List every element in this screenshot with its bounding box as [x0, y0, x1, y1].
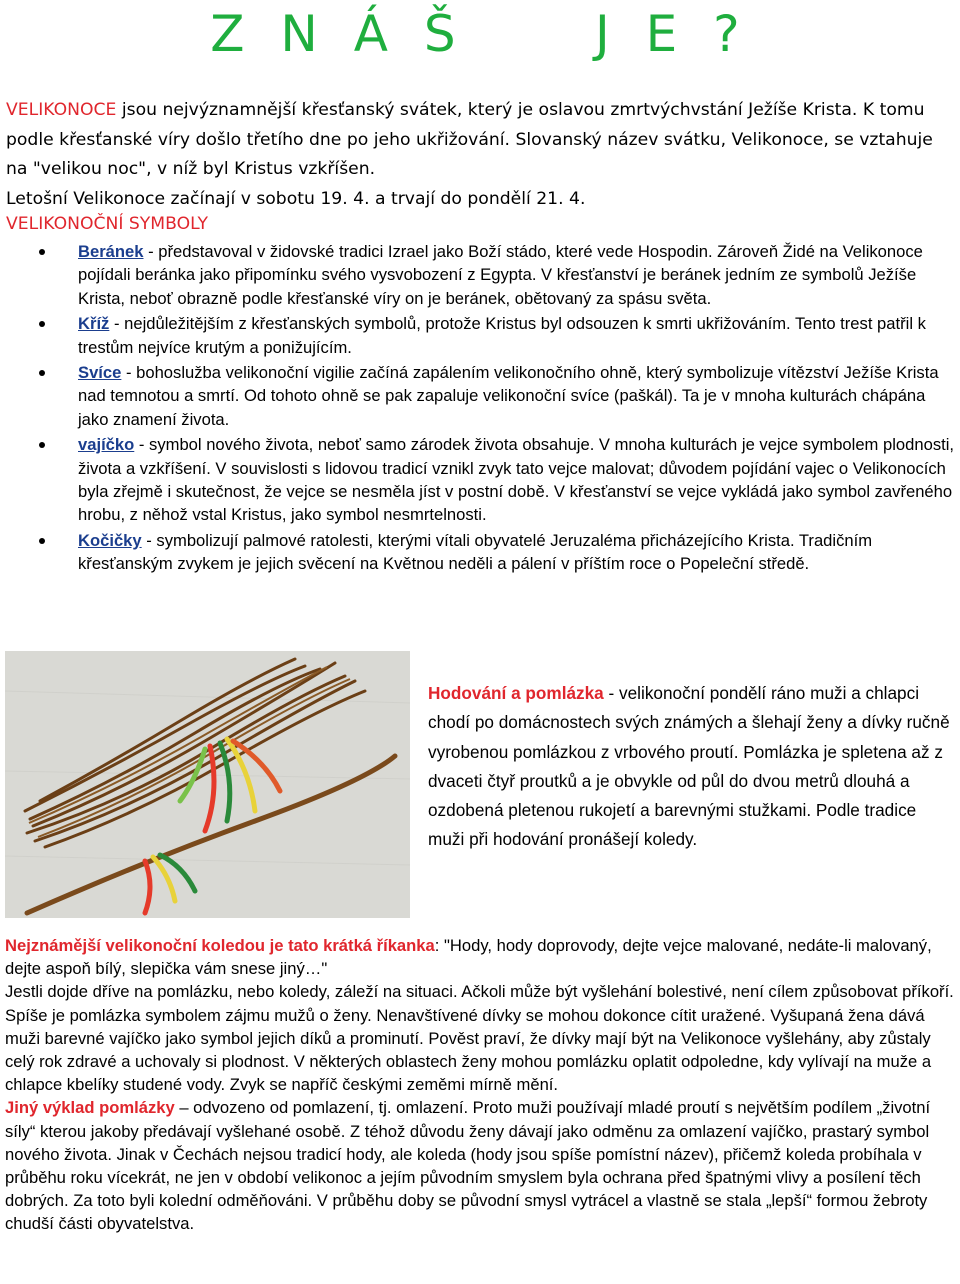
- symbol-text: - symbol nového života, neboť samo zárodek života obsahuje. V mnoha kulturách je vejce symbolem plodnosti, života a vzkříšení. V souvislosti s lidovou tradicí vznikl zvyk tato vejce malovat; důvodem pojídání vajec o Velikonocích byla zřejmě i skutečnost, že vejce se nesměla jíst v postní době. V křesťanství se vejce vykládá jako symbol zavřeného hrobu, z něhož vstal Kristus, jako symbol nesmrtelnosti.: [78, 435, 955, 525]
- symbols-list: [78, 240, 956, 576]
- intro-text: jsou nejvýznamnější křesťanský svátek, který je oslavou zmrtvýchvstání Ježíše Krista. K tomu podle křesťanské víry došlo třetího dne po jeho ukřižování. Slovanský název svátku, Velikonoce, se vztahuje na "velikou noc", v níž byl Kristus vzkříšen.: [6, 100, 933, 179]
- symbol-text: - nejdůležitějším z křesťanských symbolů, protože Kristus byl odsouzen k smrti ukřižováním. Tento trest patřil k trestům nejvíce krutým a ponižujícím.: [78, 314, 926, 357]
- intro-paragraph: [6, 96, 956, 185]
- pomlazka-paragraph: [428, 679, 956, 855]
- symbol-text: - symbolizují palmové ratolesti, kterými vítali obyvatelé Jeruzaléma přicházejícího Krista. Tradičním křesťanským zvykem je jejich svěcení na Květnou neděli a pálení v příštím roce o Popeleční středě.: [78, 530, 873, 574]
- symbol-text: - bohoslužba velikonoční vigilie začíná zapálením velikonočního ohně, který symbolizuje vítězství Ježíše Krista nad temnotou a smrtí. Od tohoto ohně se pak zapaluje velikonoční svíce (paškál). Ta je v mnoha kulturách chápána jako znamení života.: [78, 363, 939, 429]
- list-item: [78, 240, 956, 310]
- intro-highlight: VELIKONOCE: [6, 100, 117, 120]
- list-item: [78, 312, 956, 359]
- list-item: [78, 361, 956, 431]
- pomlazka-meaning-paragraph: [5, 1096, 958, 1235]
- pomlazka-text: - velikonoční pondělí ráno muži a chlapci chodí po domácnostech svých známých a šlehají ženy a dívky ručně vyrobenou pomlázkou z vrbového proutí. Pomlázka je spletena až z dvaceti čtyř proutků a je obvykle od půl do dvou metrů dlouhá a ozdobená pletenou rukojetí a barevnými stužkami. Podle tradice muži při hodování pronášejí koledy.: [428, 683, 950, 850]
- pomlazka-illustration: [5, 651, 410, 918]
- koleda-highlight: Nejznámější velikonoční koledou je tato krátká říkanka: [5, 936, 435, 955]
- symbol-text: - představoval v židovské tradici Izrael jako Boží stádo, které vede Hospodin. Zároveň Židé na Velikonoce pojídali beránka jako připomínku svého vysvobození z Egypta. V křesťanství je beránek jedním ze symbolů Ježíše Krista, neboť obrazně podle křesťanské víry on je beránek, obětovaný za spásu světa.: [78, 242, 923, 308]
- intro-dates: Letošní Velikonoce začínají v sobotu 19. 4. a trvají do pondělí 21. 4.: [6, 188, 586, 209]
- pomlazka-title: Hodování a pomlázka: [428, 683, 604, 703]
- page-title: Z N Á Š J E ?: [210, 5, 750, 63]
- symbol-link-svice[interactable]: Svíce: [78, 363, 122, 383]
- koleda-text: : "Hody, hody doprovody, dejte vejce malované, nedáte-li malovaný, dejte aspoň bílý, slepička vám snese jiný…": [5, 936, 932, 979]
- koleda-section: [5, 934, 958, 1236]
- symbol-link-kocicky[interactable]: Kočičky: [78, 530, 142, 550]
- pomlazka-meaning-highlight: Jiný výklad pomlázky: [5, 1098, 175, 1118]
- symbol-link-kriz[interactable]: Kříž: [78, 314, 110, 334]
- symbols-heading: VELIKONOČNÍ SYMBOLY: [6, 214, 208, 234]
- symbol-link-beranek[interactable]: Beránek: [78, 242, 144, 261]
- pomlazka-meaning-text: – odvozeno od pomlazení, tj. omlazení. Proto muži používají mladé proutí s největším podílem „životní síly“ kterou jakoby předávají vyšlehané osobě. Z téhož důvodu ženy dávají jako odměnu za omlazení vajíčko, prastarý symbol nového života. Jinak v Čechách nejsou tradicí hody, ale koleda (hody jsou spíše pomístní název), přičemž koleda probíhala v průběhu roku vícekrát, ne jen v období velikonoc a jejím původním smyslem byla ochrana před špatnými vlivy a posílení těch dobrých. Za toto byli kolední odměňováni. V průběhu doby se původní smysl vytrácel a vlastně se stala „lepší“ formou žebroty chudší části obyvatelstva.: [5, 1098, 931, 1234]
- pomlazka-photo: [5, 651, 410, 918]
- intro-section: [6, 96, 956, 214]
- symbol-link-vajicko[interactable]: vajíčko: [78, 435, 135, 455]
- pomlazka-section: [428, 679, 956, 855]
- pomlazka-custom-paragraph: Jestli dojde dříve na pomlázku, nebo koledy, záleží na situaci. Ačkoli může být vyšlehání bolestivé, není cílem způsobovat příkoří. Spíše je pomlázka symbolem zájmu mužů o ženy. Nenavštívené dívky se mohou dokonce cítit uražené. Vyšupaná žena dává muži barevné vajíčko jako symbol jejich díků a prominutí. Pověst praví, že dívky mají být na Velikonoce vyšlehány, aby zůstaly celý rok zdravé a uchovaly si plodnost. V některých oblastech ženy mohou pomlázku oplatit odpoledne, kdy vylívají na muže a chlapce kbelíky studené vody. Zvyk se napříč českými zeměmi mírně mění.: [5, 982, 954, 1095]
- list-item: [78, 529, 956, 576]
- koleda-paragraph: [5, 934, 958, 980]
- list-item: [78, 433, 956, 527]
